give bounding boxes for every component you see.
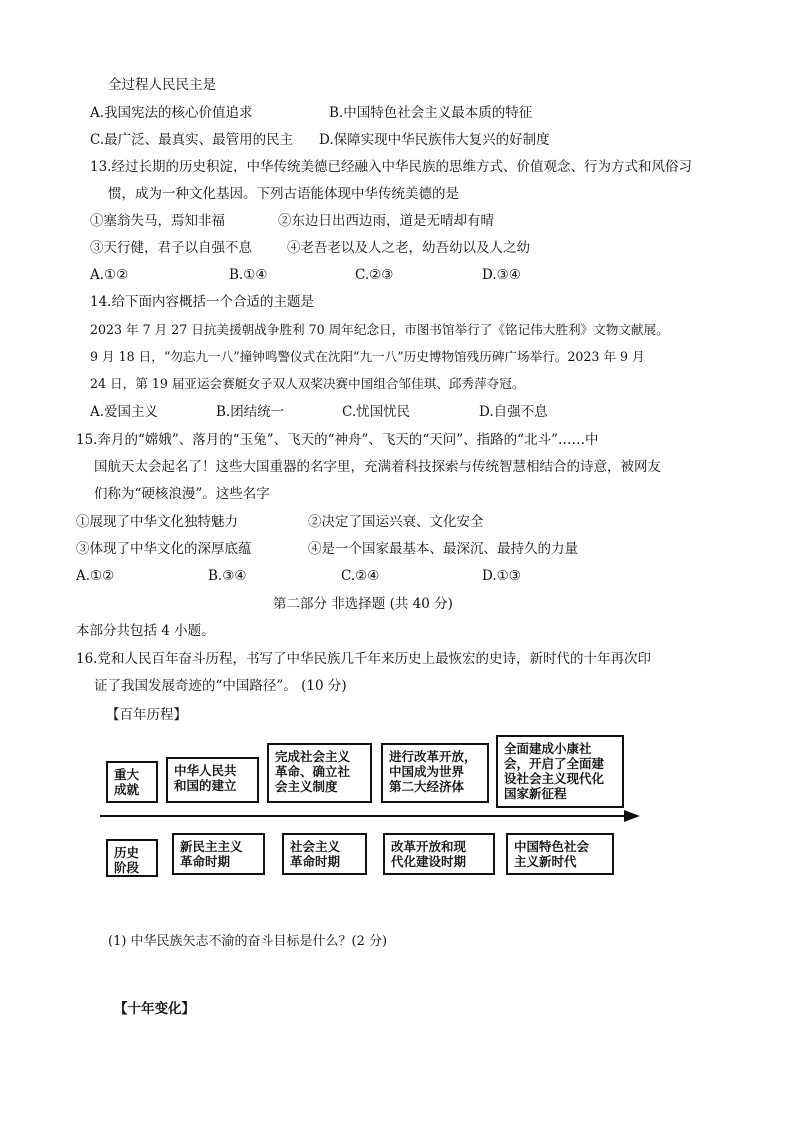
part2-heading: 第二部分 非选择题 (共 40 分) — [273, 596, 453, 612]
q16-sub-question-1: (1) 中华民族矢志不渝的奋斗目标是什么？(2 分) — [108, 934, 388, 949]
q16-stem-line1: 16.党和人民百年奋斗历程，书写了中华民族几千年来历史上最恢宏的史诗，新时代的十年再次印 — [76, 651, 651, 667]
q14-material-line3: 24 日，第 19 届亚运会赛艇女子双人双桨决赛中国组合邹佳琪、邱秀萍夺冠。 — [90, 376, 525, 391]
q15-item-4: ④是一个国家最基本、最深沉、最持久的力量 — [308, 541, 578, 557]
q13-option-c: C.②③ — [355, 267, 394, 283]
stage-box-3: 改革开放和现 代化建设时期 — [383, 833, 495, 875]
q14-option-b: B.团结统一 — [216, 404, 285, 420]
q16-section-history: 【百年历程】 — [106, 707, 187, 723]
achievement-box-2: 完成社会主义 革命、确立社 会主义制度 — [267, 743, 372, 803]
achievement-box-1: 中华人民共 和国的建立 — [166, 757, 259, 803]
q13-item-3: ③天行健，君子以自强不息 — [90, 240, 252, 256]
timeline-arrowhead — [624, 810, 640, 822]
stage-box-4: 中国特色社会 主义新时代 — [506, 833, 614, 875]
q13-option-b: B.①④ — [229, 267, 268, 283]
q13-option-a: A.①② — [90, 267, 129, 283]
q13-option-d: D.③④ — [482, 267, 521, 283]
row-label-stages: 历史 阶段 — [106, 839, 158, 877]
achievement-box-3: 进行改革开放， 中国成为世界 第二大经济体 — [381, 743, 489, 803]
timeline-axis — [100, 815, 627, 817]
q14-option-a: A.爱国主义 — [90, 404, 159, 420]
q15-option-b: B.③④ — [208, 568, 247, 584]
q16-stem-line2: 证了我国发展奇迹的“中国路径”。 (10 分) — [94, 678, 347, 694]
q13-item-4: ④老吾老以及人之老，幼吾幼以及人之幼 — [287, 240, 530, 256]
q15-item-3: ③体现了中华文化的深厚底蕴 — [76, 541, 252, 557]
stage-box-1: 新民主主义 革命时期 — [172, 833, 265, 875]
q14-stem: 14.给下面内容概括一个合适的主题是 — [90, 294, 314, 310]
stage-box-2: 社会主义 革命时期 — [282, 833, 367, 875]
timeline-diagram — [100, 735, 645, 890]
q13-item-1: ①塞翁失马，焉知非福 — [90, 213, 225, 229]
achievement-box-4: 全面建成小康社 会，开启了全面建 设社会主义现代化 国家新征程 — [496, 735, 624, 808]
q15-stem-line2: 国航天太会起名了！这些大国重器的名字里，充满着科技探索与传统智慧相结合的诗意，被网友 — [94, 459, 661, 475]
q12-option-c: C.最广泛、最真实、最管用的民主 — [90, 132, 294, 148]
q13-stem-line1: 13.经过长期的历史积淀，中华传统美德已经融入中华民族的思维方式、价值观念、行为方式和风俗习 — [90, 159, 692, 175]
q15-option-a: A.①② — [76, 568, 115, 584]
q14-option-c: C.忧国忧民 — [342, 404, 411, 420]
q12-stem-tail: 全过程人民民主是 — [108, 77, 216, 93]
q12-option-b: B.中国特色社会主义最本质的特征 — [329, 105, 533, 121]
q15-item-1: ①展现了中华文化独特魅力 — [76, 514, 238, 530]
q16-section-decade: 【十年变化】 — [114, 1001, 195, 1017]
q15-stem-line3: 们称为“硬核浪漫”。这些名字 — [94, 486, 270, 502]
q15-option-d: D.①③ — [482, 568, 521, 584]
part2-note: 本部分共包括 4 小题。 — [76, 623, 215, 639]
q14-material-line2: 9 月 18 日，“勿忘九一八”撞钟鸣警仪式在沈阳“九一八”历史博物馆残历碑广场举行。2023 年 9 月 — [90, 349, 645, 364]
q13-stem-line2: 惯，成为一种文化基因。下列古语能体现中华传统美德的是 — [108, 186, 459, 202]
q12-option-a: A.我国宪法的核心价值追求 — [90, 105, 253, 121]
row-label-achievements: 重大 成就 — [106, 761, 158, 803]
q15-option-c: C.②④ — [341, 568, 380, 584]
q14-option-d: D.自强不息 — [479, 404, 548, 420]
q15-stem-line1: 15.奔月的“嫦娥”、落月的“玉兔”、飞天的“神舟”、飞天的“天问”、指路的“北斗”……中 — [76, 432, 599, 448]
q13-item-2: ②东边日出西边雨，道是无晴却有晴 — [278, 213, 494, 229]
q15-item-2: ②决定了国运兴衰、文化安全 — [308, 514, 484, 530]
q14-material-line1: 2023 年 7 月 27 日抗美援朝战争胜利 70 周年纪念日，市图书馆举行了《铭记伟大胜利》文物文献展。 — [90, 322, 669, 337]
q12-option-d: D.保障实现中华民族伟大复兴的好制度 — [319, 132, 550, 148]
